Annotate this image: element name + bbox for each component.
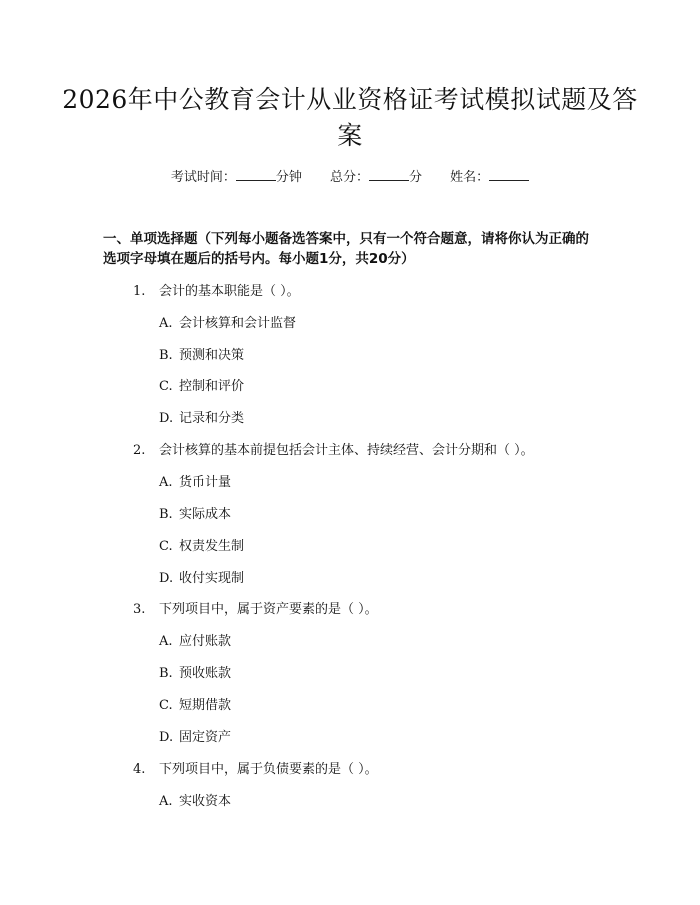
question-2-option-d: [159, 570, 244, 588]
question-2-option-c: [159, 538, 244, 556]
question-3-option-a: [159, 633, 231, 651]
question-2-option-b: [159, 506, 231, 524]
question-1-option-d: [159, 410, 244, 428]
option-letter: A.: [159, 794, 173, 809]
option-text: 实收资本: [179, 794, 232, 809]
option-text: 预收账款: [179, 666, 232, 681]
option-text: 预测和决策: [179, 348, 245, 363]
question-1-option-c: [159, 378, 244, 396]
option-text: 实际成本: [179, 507, 232, 522]
exam-time-blank: [236, 168, 276, 181]
document-title: 2026年中公教育会计从业资格证考试模拟试题及答案: [62, 85, 638, 150]
option-letter: A.: [159, 634, 173, 649]
option-text: 货币计量: [179, 475, 232, 490]
exam-time-unit: 分钟: [275, 170, 302, 185]
option-text: 短期借款: [179, 698, 232, 713]
question-2: [133, 442, 534, 460]
total-score-field: [330, 170, 426, 185]
question-text: 会计核算的基本前提包括会计主体、持续经营、会计分期和（ ）。: [159, 443, 534, 458]
option-text: 权责发生制: [179, 539, 245, 554]
exam-time-field: [171, 170, 306, 185]
exam-time-label: 考试时间：: [170, 170, 236, 185]
name-field: [450, 170, 529, 185]
question-1: [133, 283, 300, 301]
question-number: 1.: [133, 284, 146, 299]
option-letter: A.: [159, 316, 173, 331]
question-number: 2.: [133, 443, 146, 458]
option-letter: C.: [159, 379, 173, 394]
option-letter: B.: [159, 666, 173, 681]
name-label: 姓名：: [450, 170, 490, 185]
question-4: [133, 761, 378, 779]
option-letter: B.: [159, 507, 173, 522]
question-2-option-a: [159, 474, 231, 492]
total-score-blank: [369, 168, 409, 181]
option-text: 记录和分类: [179, 411, 245, 426]
question-text: 下列项目中，属于负债要素的是（ ）。: [159, 762, 378, 777]
question-1-option-a: [159, 315, 296, 333]
option-letter: D.: [159, 411, 174, 426]
question-3-option-b: [159, 665, 231, 683]
option-letter: A.: [159, 475, 173, 490]
option-text: 收付实现制: [179, 571, 245, 586]
option-letter: C.: [159, 698, 173, 713]
option-letter: C.: [159, 539, 173, 554]
option-text: 固定资产: [179, 730, 232, 745]
name-blank: [489, 168, 529, 181]
section-heading: 一、单项选择题（下列每小题备选答案中，只有一个符合题意，请将你认为正确的选项字母填在题后的括号内。每小题1分，共20分）: [103, 231, 589, 267]
exam-meta-line: [0, 168, 700, 187]
option-text: 控制和评价: [179, 379, 245, 394]
question-text: 下列项目中，属于资产要素的是（ ）。: [159, 602, 378, 617]
question-3-option-d: [159, 729, 231, 747]
question-1-option-b: [159, 347, 244, 365]
question-3-option-c: [159, 697, 231, 715]
option-letter: B.: [159, 348, 173, 363]
total-score-label: 总分：: [329, 170, 369, 185]
option-letter: D.: [159, 571, 174, 586]
question-4-option-a: [159, 793, 231, 811]
question-text: 会计的基本职能是（ ）。: [159, 284, 300, 299]
total-score-unit: 分: [409, 170, 423, 185]
question-3: [133, 601, 378, 619]
option-text: 会计核算和会计监督: [179, 316, 297, 331]
option-letter: D.: [159, 730, 174, 745]
question-number: 3.: [133, 602, 146, 617]
option-text: 应付账款: [179, 634, 232, 649]
question-number: 4.: [133, 762, 146, 777]
